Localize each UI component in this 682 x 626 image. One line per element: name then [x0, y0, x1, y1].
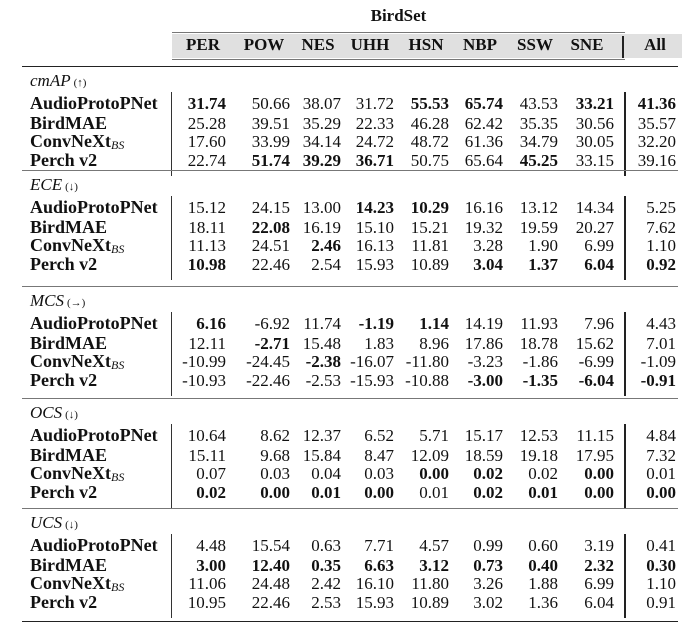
value-cell: 2.42	[311, 574, 341, 593]
model-label: BirdMAE	[30, 445, 108, 465]
value-cell: 13.00	[302, 198, 341, 217]
value-cell: 0.00	[584, 464, 614, 483]
value-cell: 24.48	[251, 574, 290, 593]
value-cell: 50.66	[251, 94, 290, 113]
value-cell: 1.36	[528, 593, 558, 612]
value-cell: 36.71	[355, 151, 394, 170]
value-cell: 35.57	[637, 114, 676, 133]
group-header: BirdSet	[370, 6, 427, 25]
value-cell: 11.81	[411, 236, 449, 255]
value-cell: 35.29	[302, 114, 341, 133]
value-cell: -2.53	[305, 371, 341, 390]
model-label: Perch v2	[30, 370, 98, 390]
value-cell: 7.62	[646, 218, 676, 237]
value-cell: -1.19	[358, 314, 394, 333]
direction-arrow-icon: (↑)	[73, 77, 87, 89]
value-cell: 15.48	[302, 334, 341, 353]
value-cell: 10.98	[187, 255, 226, 274]
value-cell: 17.86	[464, 334, 503, 353]
value-cell: -24.45	[246, 352, 290, 371]
value-cell: 22.46	[251, 255, 290, 274]
value-cell: 35.35	[519, 114, 558, 133]
value-cell: 6.04	[584, 255, 614, 274]
model-name	[30, 151, 97, 170]
model-label: AudioProtoPNet	[30, 93, 158, 113]
value-cell: -11.80	[405, 352, 449, 371]
value-cell: 6.04	[584, 593, 614, 612]
value-cell: 0.03	[364, 464, 394, 483]
value-cell: 12.37	[302, 426, 341, 445]
value-cell: 0.00	[364, 483, 394, 502]
value-cell: 0.00	[646, 483, 676, 502]
section-label-mcs	[30, 291, 85, 311]
model-name	[30, 94, 158, 113]
value-cell: 33.21	[575, 94, 614, 113]
model-name	[30, 314, 158, 333]
metric-name: OCS	[30, 403, 63, 422]
value-cell: 3.04	[473, 255, 503, 274]
value-cell: 18.78	[519, 334, 558, 353]
value-cell: 17.60	[187, 132, 226, 151]
model-label: Perch v2	[30, 482, 98, 502]
value-cell: 5.71	[419, 426, 449, 445]
model-label: BirdMAE	[30, 333, 108, 353]
value-cell: 15.10	[355, 218, 394, 237]
value-cell: 3.12	[419, 556, 449, 575]
value-cell: 39.16	[637, 151, 676, 170]
value-cell: 15.12	[187, 198, 226, 217]
model-label: AudioProtoPNet	[30, 313, 158, 333]
value-cell: 3.19	[584, 536, 614, 555]
value-cell: 0.00	[584, 483, 614, 502]
value-cell: -15.93	[350, 371, 394, 390]
value-cell: 9.68	[260, 446, 290, 465]
model-name	[30, 426, 158, 445]
value-cell: 34.14	[302, 132, 341, 151]
value-cell: 10.29	[410, 198, 449, 217]
value-cell: 2.53	[311, 593, 341, 612]
section-label-ucs	[30, 513, 78, 533]
value-cell: 3.02	[473, 593, 503, 612]
value-cell: 3.28	[473, 236, 503, 255]
model-label: BirdMAE	[30, 113, 108, 133]
value-cell: -10.88	[405, 371, 449, 390]
value-cell: 0.41	[646, 536, 676, 555]
column-header-nes: NES	[301, 35, 335, 54]
value-cell: -1.35	[522, 371, 558, 390]
column-header-nbp: NBP	[463, 35, 497, 54]
value-cell: 16.10	[355, 574, 394, 593]
value-cell: 39.29	[302, 151, 341, 170]
value-cell: 19.18	[519, 446, 558, 465]
value-cell: 6.16	[196, 314, 226, 333]
value-cell: 1.88	[528, 574, 558, 593]
metric-name: UCS	[30, 513, 63, 532]
direction-arrow-icon: (↓)	[65, 181, 78, 193]
model-subscript: BS	[111, 580, 125, 594]
value-cell: 0.00	[260, 483, 290, 502]
value-cell: -2.71	[254, 334, 290, 353]
value-cell: 22.74	[187, 151, 226, 170]
model-label: BirdMAE	[30, 217, 108, 237]
section-rule	[22, 286, 678, 287]
value-cell: 6.52	[364, 426, 394, 445]
model-label: Perch v2	[30, 254, 98, 274]
model-label: AudioProtoPNet	[30, 197, 158, 217]
metric-name: ECE	[30, 175, 63, 194]
value-cell: 7.96	[584, 314, 614, 333]
value-cell: 11.80	[411, 574, 449, 593]
value-cell: -6.04	[578, 371, 614, 390]
direction-arrow-icon: (→)	[67, 297, 86, 309]
value-cell: 22.33	[355, 114, 394, 133]
value-cell: 0.01	[419, 483, 449, 502]
value-cell: 31.74	[187, 94, 226, 113]
value-cell: 0.99	[473, 536, 503, 555]
model-label: AudioProtoPNet	[30, 535, 158, 555]
value-cell: 12.09	[410, 446, 449, 465]
metric-name: MCS	[30, 291, 64, 310]
value-cell: -10.93	[182, 371, 226, 390]
value-cell: 34.79	[519, 132, 558, 151]
value-cell: 32.20	[637, 132, 676, 151]
value-cell: -6.92	[254, 314, 290, 333]
value-cell: -16.07	[350, 352, 394, 371]
value-cell: 0.03	[260, 464, 290, 483]
value-cell: 4.43	[646, 314, 676, 333]
value-cell: -3.23	[467, 352, 503, 371]
value-cell: 61.36	[464, 132, 503, 151]
value-cell: 55.53	[410, 94, 449, 113]
model-subscript: BS	[111, 138, 125, 152]
value-cell: 0.01	[528, 483, 558, 502]
value-cell: 10.89	[410, 593, 449, 612]
value-cell: 10.89	[410, 255, 449, 274]
model-name	[30, 198, 158, 217]
model-label: ConvNeXt	[30, 573, 111, 593]
value-cell: 45.25	[519, 151, 558, 170]
value-cell: 46.28	[410, 114, 449, 133]
value-cell: 11.74	[303, 314, 341, 333]
model-name	[30, 483, 97, 502]
value-cell: 12.40	[251, 556, 290, 575]
value-cell: 33.99	[251, 132, 290, 151]
value-cell: 10.64	[187, 426, 226, 445]
value-cell: -1.86	[522, 352, 558, 371]
value-cell: -6.99	[578, 352, 614, 371]
section-rule	[22, 66, 678, 67]
value-cell: 1.10	[646, 236, 676, 255]
section-label-ece	[30, 175, 78, 195]
model-subscript: BS	[111, 242, 125, 256]
value-cell: 41.36	[637, 94, 676, 113]
model-name	[30, 536, 158, 555]
value-cell: 0.02	[528, 464, 558, 483]
value-cell: 14.34	[575, 198, 614, 217]
value-cell: 50.75	[410, 151, 449, 170]
value-cell: 1.37	[528, 255, 558, 274]
value-cell: 4.57	[419, 536, 449, 555]
metric-name: cmAP	[30, 71, 71, 90]
direction-arrow-icon: (↓)	[65, 409, 78, 421]
column-header-all: All	[644, 35, 666, 54]
model-label: AudioProtoPNet	[30, 425, 158, 445]
section-rule	[22, 170, 678, 171]
value-cell: 12.11	[188, 334, 226, 353]
section-label-ocs	[30, 403, 78, 423]
value-cell: 0.07	[196, 464, 226, 483]
value-cell: 0.02	[473, 483, 503, 502]
value-cell: 3.26	[473, 574, 503, 593]
all-separator	[622, 36, 624, 58]
value-cell: 7.32	[646, 446, 676, 465]
value-cell: 0.00	[419, 464, 449, 483]
value-cell: 25.28	[187, 114, 226, 133]
value-cell: 4.84	[646, 426, 676, 445]
value-cell: 43.53	[519, 94, 558, 113]
value-cell: -10.99	[182, 352, 226, 371]
model-subscript: BS	[111, 358, 125, 372]
value-cell: 15.84	[302, 446, 341, 465]
value-cell: 15.93	[355, 593, 394, 612]
value-cell: 15.62	[575, 334, 614, 353]
value-cell: 20.27	[575, 218, 614, 237]
value-cell: 24.15	[251, 198, 290, 217]
value-cell: 30.56	[575, 114, 614, 133]
column-header-ssw: SSW	[517, 35, 553, 54]
column-header-sne: SNE	[570, 35, 604, 54]
model-label: Perch v2	[30, 150, 98, 170]
value-cell: 0.60	[528, 536, 558, 555]
model-label: Perch v2	[30, 592, 98, 612]
value-cell: 16.13	[355, 236, 394, 255]
value-cell: 1.14	[419, 314, 449, 333]
value-cell: 0.02	[196, 483, 226, 502]
value-cell: 51.74	[251, 151, 290, 170]
value-cell: 2.32	[584, 556, 614, 575]
value-cell: 0.30	[646, 556, 676, 575]
value-cell: 11.13	[188, 236, 226, 255]
value-cell: -22.46	[246, 371, 290, 390]
section-label-cmap	[30, 71, 86, 91]
value-cell: -2.38	[305, 352, 341, 371]
value-cell: 1.83	[364, 334, 394, 353]
value-cell: 16.16	[464, 198, 503, 217]
model-name	[30, 593, 97, 612]
value-cell: 0.02	[473, 464, 503, 483]
value-cell: 8.96	[419, 334, 449, 353]
value-cell: 3.00	[196, 556, 226, 575]
value-cell: 65.64	[464, 151, 503, 170]
value-cell: 15.11	[188, 446, 226, 465]
value-cell: 33.15	[575, 151, 614, 170]
model-label: BirdMAE	[30, 555, 108, 575]
value-cell: 11.06	[188, 574, 226, 593]
value-cell: 30.05	[575, 132, 614, 151]
value-cell: 15.54	[251, 536, 290, 555]
value-cell: 18.11	[188, 218, 226, 237]
value-cell: 1.90	[528, 236, 558, 255]
value-cell: 2.54	[311, 255, 341, 274]
model-name	[30, 255, 97, 274]
value-cell: 7.71	[364, 536, 394, 555]
direction-arrow-icon: (↓)	[65, 519, 78, 531]
value-cell: 10.95	[187, 593, 226, 612]
section-rule	[22, 508, 678, 509]
value-cell: 39.51	[251, 114, 290, 133]
value-cell: 0.35	[311, 556, 341, 575]
model-name	[30, 371, 97, 390]
value-cell: 7.01	[646, 334, 676, 353]
value-cell: 8.62	[260, 426, 290, 445]
value-cell: 38.07	[302, 94, 341, 113]
value-cell: 12.53	[519, 426, 558, 445]
header-rule-bottom	[172, 59, 625, 60]
value-cell: 0.91	[646, 593, 676, 612]
value-cell: 8.47	[364, 446, 394, 465]
header-rule-top	[172, 32, 625, 33]
model-label: ConvNeXt	[30, 235, 111, 255]
value-cell: 17.95	[575, 446, 614, 465]
value-cell: 0.01	[646, 464, 676, 483]
value-cell: 31.72	[355, 94, 394, 113]
value-cell: 16.19	[302, 218, 341, 237]
value-cell: 0.73	[473, 556, 503, 575]
model-label: ConvNeXt	[30, 463, 111, 483]
value-cell: 24.72	[355, 132, 394, 151]
column-header-hsn: HSN	[408, 35, 444, 54]
value-cell: 1.10	[646, 574, 676, 593]
value-cell: 18.59	[464, 446, 503, 465]
value-cell: 11.93	[520, 314, 558, 333]
value-cell: 14.23	[355, 198, 394, 217]
value-cell: 14.19	[464, 314, 503, 333]
value-cell: 0.40	[528, 556, 558, 575]
value-cell: 15.21	[410, 218, 449, 237]
value-cell: 65.74	[464, 94, 503, 113]
value-cell: 22.46	[251, 593, 290, 612]
value-cell: 0.04	[311, 464, 341, 483]
value-cell: 15.17	[464, 426, 503, 445]
value-cell: 11.15	[576, 426, 614, 445]
column-header-per: PER	[186, 35, 220, 54]
value-cell: 0.63	[311, 536, 341, 555]
value-cell: 19.32	[464, 218, 503, 237]
value-cell: 4.48	[196, 536, 226, 555]
value-cell: 22.08	[251, 218, 290, 237]
value-cell: -1.09	[640, 352, 676, 371]
value-cell: 6.63	[364, 556, 394, 575]
value-cell: 6.99	[584, 236, 614, 255]
value-cell: 13.12	[519, 198, 558, 217]
value-cell: 62.42	[464, 114, 503, 133]
value-cell: 0.92	[646, 255, 676, 274]
value-cell: 15.93	[355, 255, 394, 274]
model-label: ConvNeXt	[30, 351, 111, 371]
model-subscript: BS	[111, 470, 125, 484]
value-cell: 5.25	[646, 198, 676, 217]
value-cell: 19.59	[519, 218, 558, 237]
value-cell: 48.72	[410, 132, 449, 151]
column-header-uhh: UHH	[350, 35, 390, 54]
model-label: ConvNeXt	[30, 131, 111, 151]
value-cell: 6.99	[584, 574, 614, 593]
value-cell: -0.91	[640, 371, 676, 390]
value-cell: 2.46	[311, 236, 341, 255]
section-rule	[22, 398, 678, 399]
value-cell: -3.00	[467, 371, 503, 390]
value-cell: 0.01	[311, 483, 341, 502]
column-header-pow: POW	[243, 35, 285, 54]
bottom-rule	[22, 621, 678, 622]
value-cell: 24.51	[251, 236, 290, 255]
